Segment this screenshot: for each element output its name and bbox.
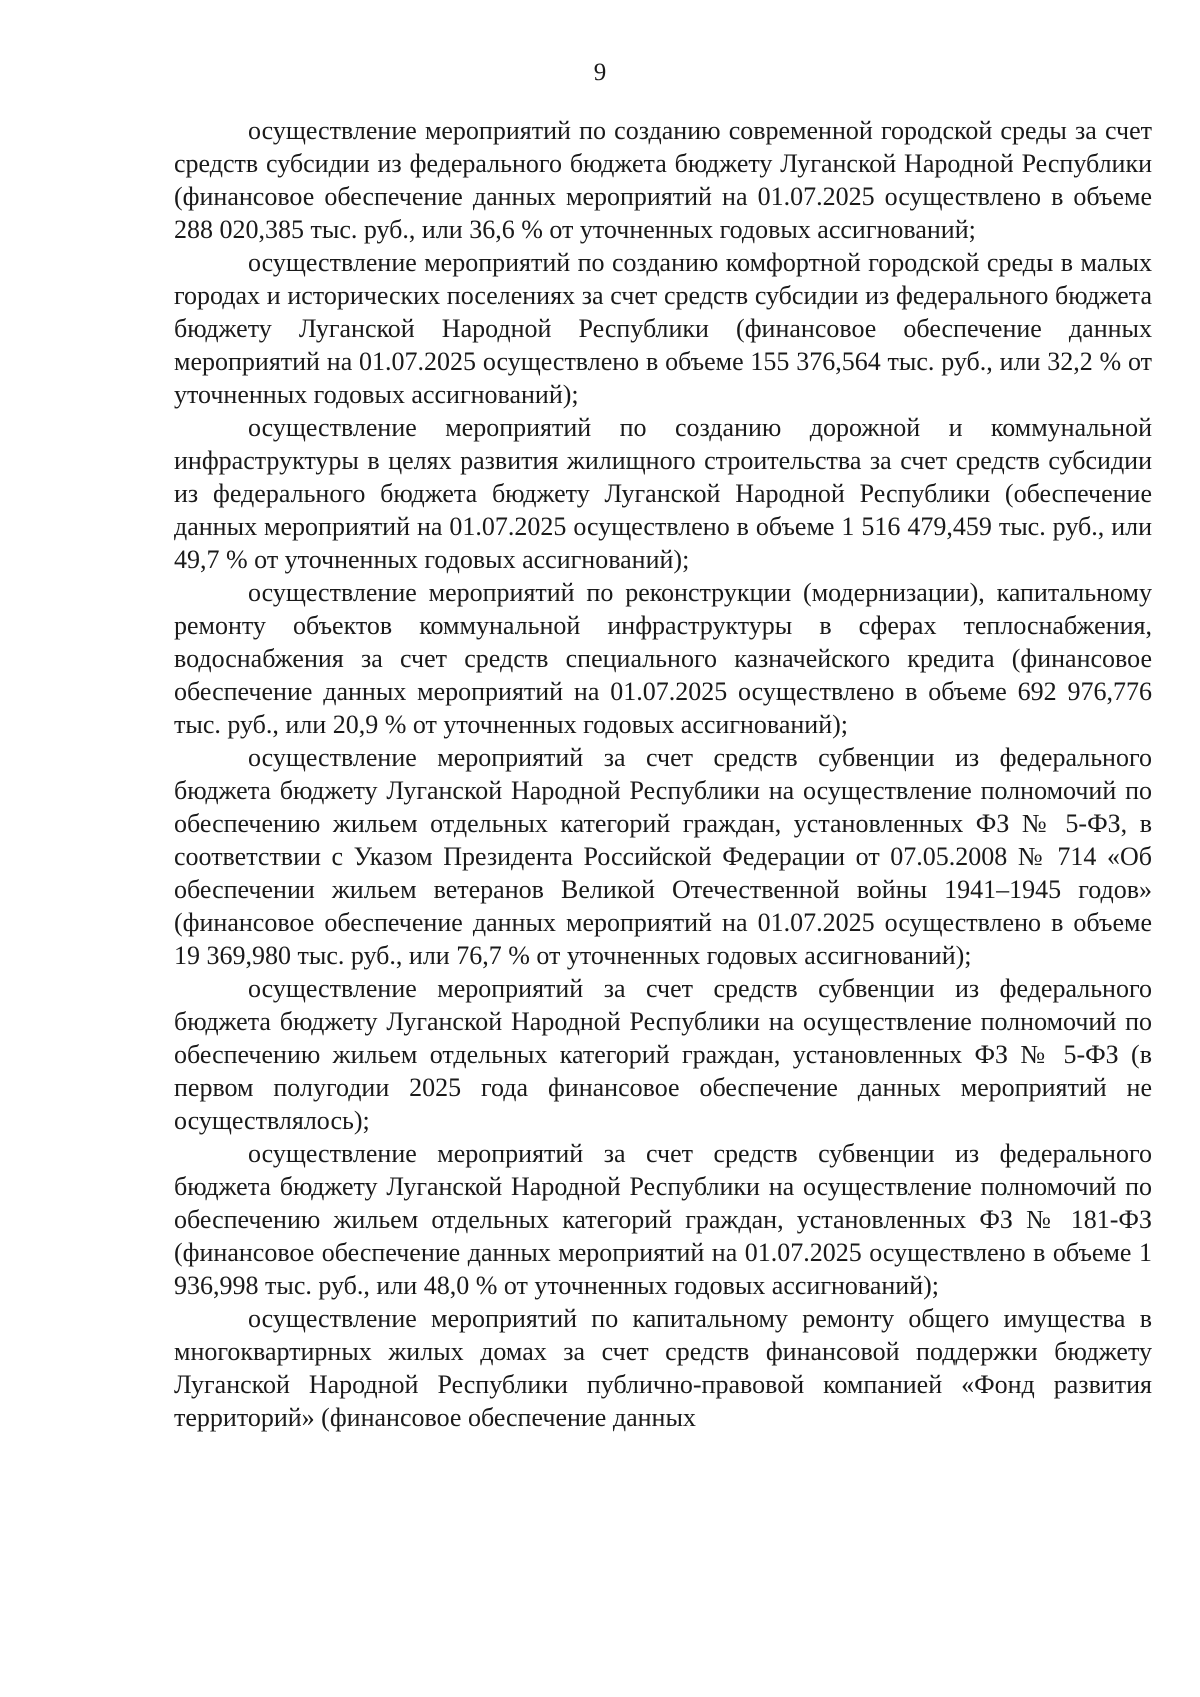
paragraph-housing-181fz: осуществление мероприятий за счет средств субвенции из федерального бюджета бюджету Луганской Народной Республики на осуществление полномочий по обеспечению жильем отдельных категорий граждан, установленных ФЗ № 181-ФЗ (финансовое обеспечение данных мероприятий на 01.07.2025 осуществлено в объеме 1 936,998 тыс. руб., или 48,0 % от уточненных годовых ассигнований); — [174, 1139, 1152, 1300]
paragraph-communal-infrastructure: осуществление мероприятий по реконструкции (модернизации), капитальному ремонту объектов коммунальной инфраструктуры в сферах теплоснабжения, водоснабжения за счет средств специального казначейского кредита (финансовое обеспечение данных мероприятий на 01.07.2025 осуществлено в объеме 692 976,776 тыс. руб., или 20,9 % от уточненных годовых ассигнований); — [174, 578, 1152, 739]
paragraph-housing-5fz: осуществление мероприятий за счет средств субвенции из федерального бюджета бюджету Луганской Народной Республики на осуществление полномочий по обеспечению жильем отдельных категорий граждан, установленных ФЗ № 5-ФЗ (в первом полугодии 2025 года финансовое обеспечение данных мероприятий не осуществлялось); — [174, 974, 1152, 1135]
paragraph-urban-environment: осуществление мероприятий по созданию современной городской среды за счет средств субсидии из федерального бюджета бюджету Луганской Народной Республики (финансовое обеспечение данных мероприятий на 01.07.2025 осуществлено в объеме 288 020,385 тыс. руб., или 36,6 % от уточненных годовых ассигнований; — [174, 116, 1152, 244]
paragraph-comfortable-urban-environment: осуществление мероприятий по созданию комфортной городской среды в малых городах и исторических поселениях за счет средств субсидии из федерального бюджета бюджету Луганской Народной Республики (финансовое обеспечение данных мероприятий на 01.07.2025 осуществлено в объеме 155 376,564 тыс. руб., или 32,2 % от уточненных годовых ассигнований); — [174, 248, 1152, 409]
paragraph-capital-repair: осуществление мероприятий по капитальному ремонту общего имущества в многоквартирных жилых домах за счет средств финансовой поддержки бюджету Луганской Народной Республики публично-правовой компанией «Фонд развития территорий» (финансовое обеспечение данных — [174, 1304, 1152, 1432]
paragraph-road-infrastructure: осуществление мероприятий по созданию дорожной и коммунальной инфраструктуры в целях развития жилищного строительства за счет средств субсидии из федерального бюджета бюджету Луганской Народной Республики (обеспечение данных мероприятий на 01.07.2025 осуществлено в объеме 1 516 479,459 тыс. руб., или 49,7 % от уточненных годовых ассигнований); — [174, 413, 1152, 574]
document-body — [174, 114, 1152, 1434]
paragraph-housing-veterans: осуществление мероприятий за счет средств субвенции из федерального бюджета бюджету Луганской Народной Республики на осуществление полномочий по обеспечению жильем отдельных категорий граждан, установленных ФЗ № 5-ФЗ, в соответствии с Указом Президента Российской Федерации от 07.05.2008 № 714 «Об обеспечении жильем ветеранов Великой Отечественной войны 1941–1945 годов» (финансовое обеспечение данных мероприятий на 01.07.2025 осуществлено в объеме 19 369,980 тыс. руб., или 76,7 % от уточненных годовых ассигнований); — [174, 743, 1152, 970]
page-number: 9 — [593, 59, 607, 86]
